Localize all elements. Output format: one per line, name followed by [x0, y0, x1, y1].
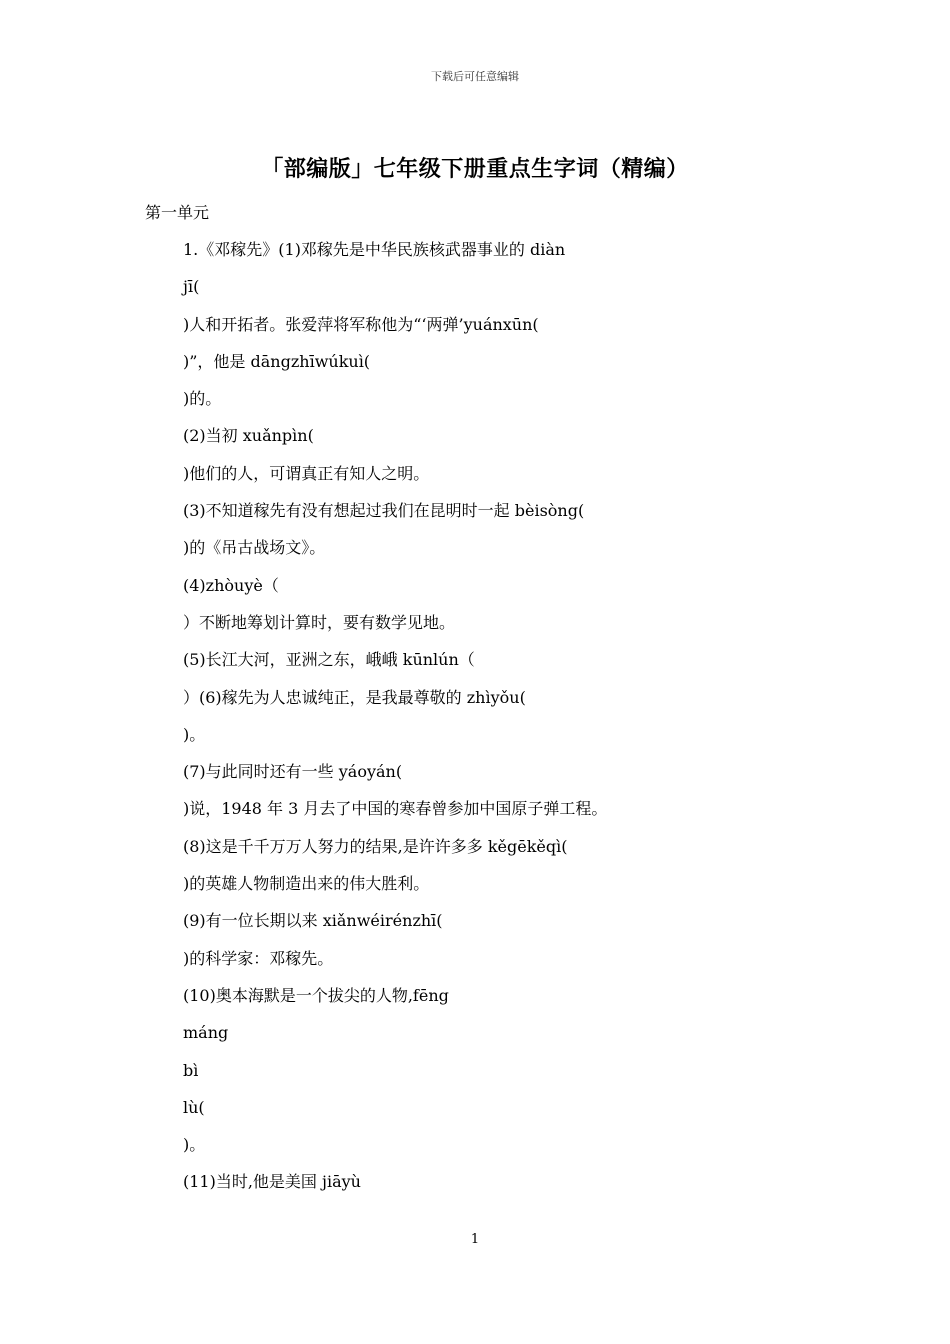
exercise-line: )。	[183, 724, 206, 744]
exercise-line: )的科学家：邓稼先。	[183, 948, 334, 968]
exercise-line: máng	[183, 1023, 229, 1043]
exercise-line: )他们的人，可谓真正有知人之明。	[183, 463, 430, 483]
exercise-line: (8)这是千千万万人努力的结果,是许许多多 kěgēkěqì(	[183, 836, 568, 856]
exercise-line: )。	[183, 1135, 206, 1155]
exercise-line: ）不断地筹划计算时，要有数学见地。	[183, 612, 456, 632]
exercise-line: (7)与此同时还有一些 yáoyán(	[183, 762, 403, 782]
exercise-list	[183, 237, 607, 1207]
exercise-line: )”，他是 dāngzhīwúkuì(	[183, 351, 371, 371]
exercise-line: ）(6)稼先为人忠诚纯正，是我最尊敬的 zhìyǒu(	[183, 687, 526, 707]
page-number: 1	[470, 1232, 480, 1247]
exercise-line: (3)不知道稼先有没有想起过我们在昆明时一起 bèisòng(	[183, 501, 585, 521]
exercise-line: (9)有一位长期以来 xiǎnwéirénzhī(	[183, 911, 443, 931]
exercise-line: )的《吊古战场文》。	[183, 538, 326, 558]
exercise-line: 1.《邓稼先》(1)邓稼先是中华民族核武器事业的 diàn	[183, 240, 566, 259]
exercise-line: (5)长江大河，亚洲之东，峨峨 kūnlún（	[183, 650, 475, 670]
exercise-line: )人和开拓者。张爱萍将军称他为“‘两弹’yuánxūn(	[183, 314, 539, 334]
exercise-line: bì	[183, 1060, 199, 1080]
exercise-line: )的英雄人物制造出来的伟大胜利。	[183, 874, 430, 894]
exercise-line: )的。	[183, 389, 222, 409]
section-label: 第一单元	[145, 203, 210, 222]
exercise-line: lù(	[183, 1097, 205, 1117]
page-title: 「部编版」七年级下册重点生字词（精编）	[261, 157, 689, 182]
exercise-line: (11)当时,他是美国 jiāyù	[183, 1172, 361, 1192]
exercise-line: jī(	[183, 277, 200, 297]
exercise-line: )说，1948 年 3 月去了中国的寒春曾参加中国原子弹工程。	[183, 799, 608, 819]
exercise-line: (10)奥本海默是一个拔尖的人物,fēng	[183, 985, 449, 1005]
header-note: 下载后可任意编辑	[431, 70, 519, 83]
exercise-line: (4)zhòuyè（	[183, 575, 279, 595]
exercise-line: (2)当初 xuǎnpìn(	[183, 426, 314, 446]
